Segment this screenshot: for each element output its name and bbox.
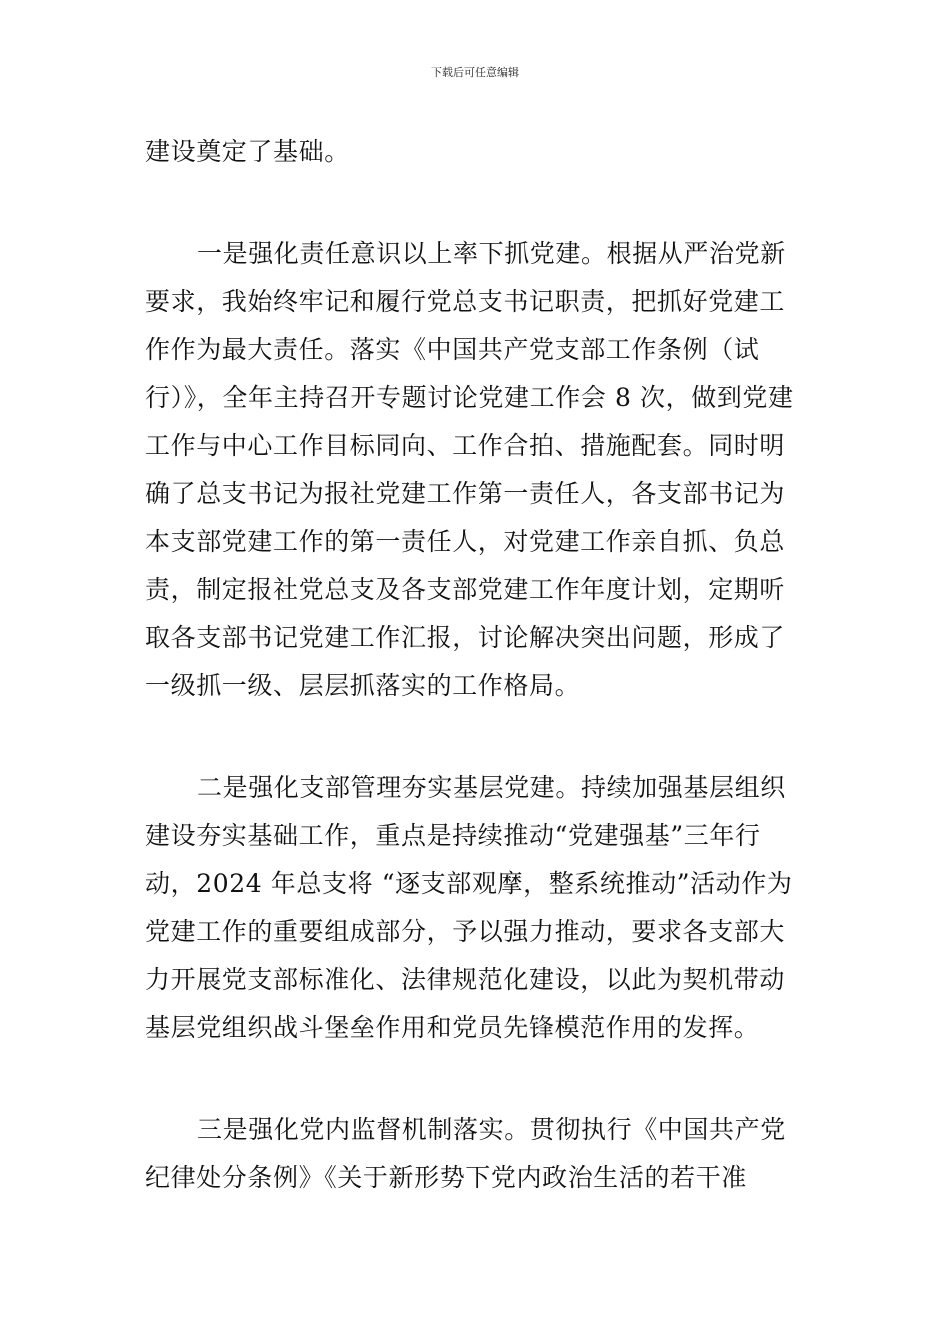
text-line: 二是强化支部管理夯实基层党建。持续加强基层组织 (197, 773, 786, 802)
paragraph-spacer (145, 176, 810, 230)
text-line: 要求，我始终牢记和履行党总支书记职责，把抓好党建工 (145, 287, 786, 316)
continuation-paragraph (145, 128, 810, 176)
text-line: 三是强化党内监督机制落实。贯彻执行《中国共产党 (197, 1115, 786, 1144)
text-line: 一级抓一级、层层抓落实的工作格局。 (145, 671, 581, 700)
text-line: 纪律处分条例》《关于新形势下党内政治生活的若干准 (145, 1163, 747, 1192)
text-line: 责，制定报社党总支及各支部党建工作年度计划，定期听 (145, 575, 786, 604)
text-line: 动，2024 年总支将 “逐支部观摩，整系统推动”活动作为 (145, 869, 793, 898)
text-line: 力开展党支部标准化、法律规范化建设，以此为契机带动 (145, 965, 786, 994)
text-line: 党建工作的重要组成部分，予以强力推动，要求各支部大 (145, 917, 786, 946)
paragraph-spacer (145, 1052, 810, 1106)
text-line: 建设奠定了基础。 (145, 137, 350, 166)
text-line: 一是强化责任意识以上率下抓党建。根据从严治党新 (197, 239, 786, 268)
paragraph-branch-management (145, 764, 810, 1052)
paragraph-responsibility (145, 230, 810, 710)
paragraph-spacer (145, 710, 810, 764)
text-line: 确了总支书记为报社党建工作第一责任人，各支部书记为 (145, 479, 786, 508)
document-body (145, 128, 810, 1202)
paragraph-supervision (145, 1106, 810, 1202)
text-line: 基层党组织战斗堡垒作用和党员先锋模范作用的发挥。 (145, 1013, 760, 1042)
text-line: 取各支部书记党建工作汇报，讨论解决突出问题，形成了 (145, 623, 786, 652)
text-line: 行）》，全年主持召开专题讨论党建工作会 8 次，做到党建 (145, 383, 794, 412)
text-line: 本支部党建工作的第一责任人，对党建工作亲自抓、负总 (145, 527, 786, 556)
page-header-note: 下载后可任意编辑 (431, 66, 519, 79)
text-line: 建设夯实基础工作，重点是持续推动“党建强基”三年行 (145, 821, 761, 850)
text-line: 作作为最大责任。落实《中国共产党支部工作条例（试 (145, 335, 760, 364)
text-line: 工作与中心工作目标同向、工作合拍、措施配套。同时明 (145, 431, 786, 460)
